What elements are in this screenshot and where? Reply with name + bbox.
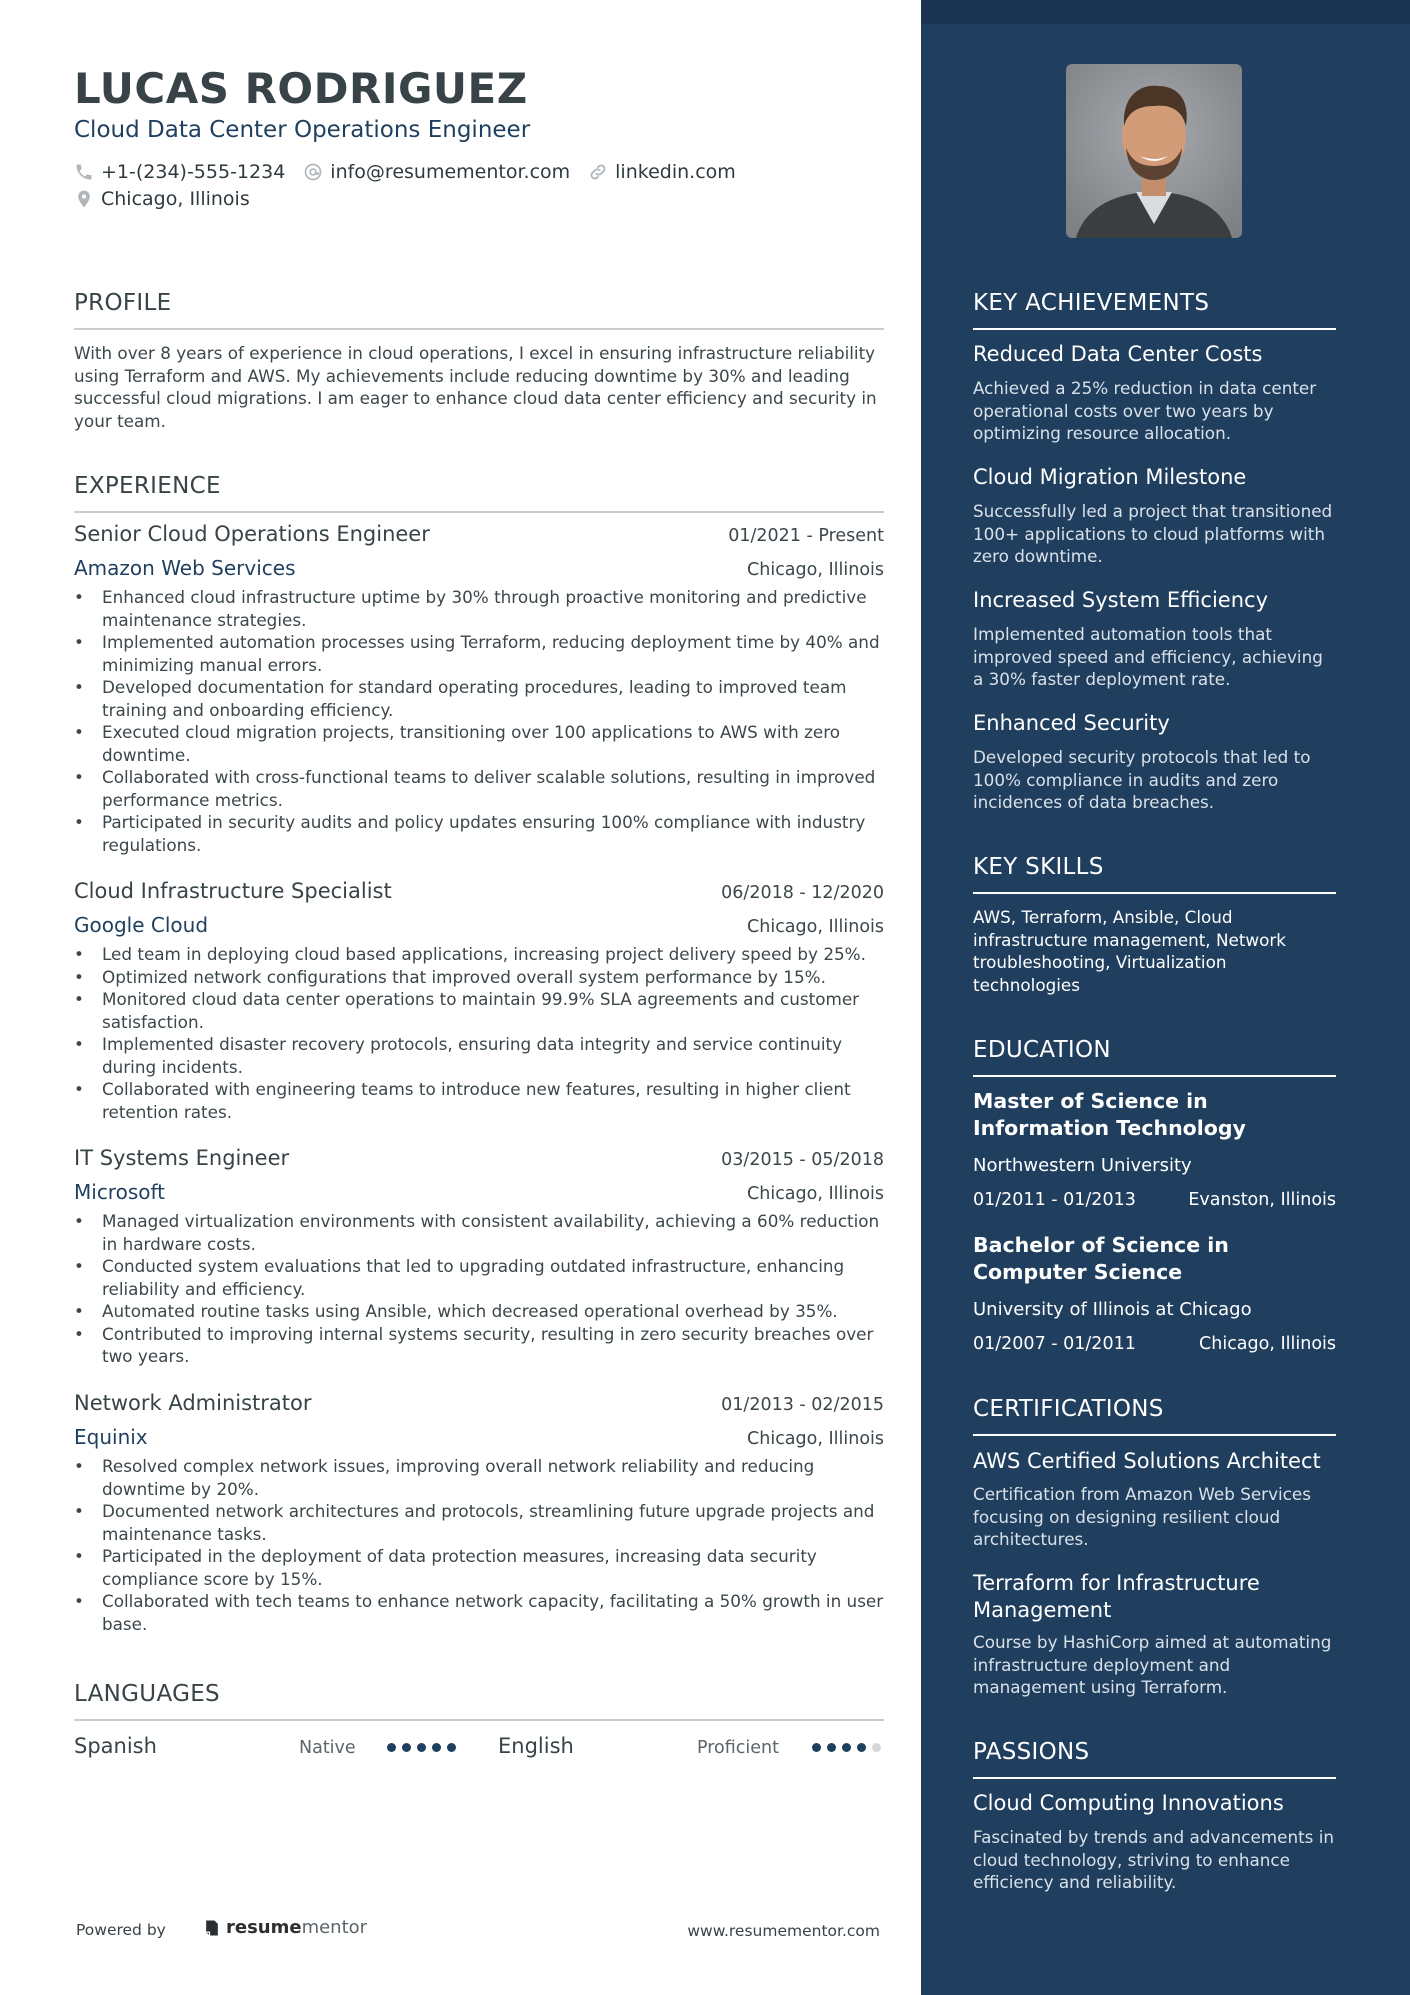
education-date-line [973, 1190, 1336, 1210]
rating-dot [842, 1743, 851, 1752]
link-icon [588, 162, 608, 182]
rating-dot [387, 1743, 396, 1752]
achievement-text: Implemented automation tools that improved speed and efficiency, achieving a 30% faster deployment rate. [973, 624, 1323, 689]
passion-title: Cloud Computing Innovations [973, 1791, 1284, 1815]
job-bullet: • Led team in deploying cloud based applications, increasing project delivery speed by 25%. [74, 943, 884, 966]
job-bullet: • Collaborated with engineering teams to introduce new features, resulting in higher client retention rates. [74, 1078, 884, 1123]
job-role: Cloud Data Center Operations Engineer [74, 117, 531, 143]
experience-heading: EXPERIENCE [74, 473, 884, 513]
job-bullet: • Enhanced cloud infrastructure uptime by 30% through proactive monitoring and predictive maintenance strategies. [74, 586, 884, 631]
job-location: Chicago, Illinois [747, 1184, 884, 1204]
education-school: University of Illinois at Chicago [973, 1299, 1252, 1320]
education-school-line [973, 1155, 1336, 1176]
job-bullet: • Implemented automation processes using Terraform, reducing deployment time by 40% and minimizing manual errors. [74, 631, 884, 676]
sidebar-top-bar [921, 0, 1410, 24]
rating-dot [872, 1743, 881, 1752]
certifications-heading: CERTIFICATIONS [973, 1396, 1336, 1436]
language-rating [387, 1743, 462, 1752]
education-school-line [973, 1299, 1336, 1320]
certification-title: Terraform for Infrastructure Management [973, 1571, 1260, 1622]
job-company: Microsoft [74, 1180, 166, 1204]
job-bullet: • Optimized network configurations that improved overall system performance by 15%. [74, 966, 884, 989]
education-heading: EDUCATION [973, 1037, 1336, 1077]
passions-heading: PASSIONS [973, 1739, 1336, 1779]
job-bullet: • Executed cloud migration projects, transitioning over 100 applications to AWS with zero downtime. [74, 721, 884, 766]
website-link[interactable]: www.resumementor.com [687, 1922, 880, 1940]
job-title: Cloud Infrastructure Specialist [74, 879, 392, 903]
language-rating [812, 1743, 887, 1752]
job-date: 01/2013 - 02/2015 [721, 1395, 884, 1415]
job-title: Network Administrator [74, 1391, 312, 1415]
language-level: Native [299, 1738, 356, 1758]
skills-text: AWS, Terraform, Ansible, Cloud infrastructure management, Network troubleshooting, Virtualization technologies [973, 907, 1287, 995]
education-location: Evanston, Illinois [1188, 1190, 1336, 1210]
job-bullet: • Resolved complex network issues, improving overall network reliability and reducing downtime by 20%. [74, 1455, 884, 1500]
job-bullet: • Monitored cloud data center operations to maintain 99.9% SLA agreements and customer satisfaction. [74, 988, 884, 1033]
language-name: Spanish [74, 1734, 157, 1758]
achievement-title: Reduced Data Center Costs [973, 342, 1263, 366]
job-location: Chicago, Illinois [747, 1429, 884, 1449]
languages-row [74, 1730, 884, 1764]
achievement-title: Enhanced Security [973, 711, 1170, 735]
job-title: IT Systems Engineer [74, 1146, 290, 1170]
job-bullets [74, 1210, 884, 1368]
languages-heading: LANGUAGES [74, 1681, 884, 1721]
phone-icon [74, 162, 94, 182]
achievement-title: Cloud Migration Milestone [973, 465, 1247, 489]
achievement-text: Successfully led a project that transitioned 100+ applications to cloud platforms with zero downtime. [973, 501, 1333, 566]
passion-text: Fascinated by trends and advancements in cloud technology, striving to enhance efficiency and reliability. [973, 1827, 1335, 1892]
email-text: info@resumementor.com [330, 161, 571, 183]
job-bullets [74, 1455, 884, 1635]
job-bullet: • Participated in security audits and policy updates ensuring 100% compliance with industry regulations. [74, 811, 884, 856]
job-title: Senior Cloud Operations Engineer [74, 522, 430, 546]
certification-text: Certification from Amazon Web Services focusing on designing resilient cloud architectures. [973, 1484, 1311, 1549]
job-bullet: • Documented network architectures and protocols, streamlining future upgrade projects and maintenance tasks. [74, 1500, 884, 1545]
job-date: 03/2015 - 05/2018 [721, 1150, 884, 1170]
resumementor-logo-icon [202, 1918, 222, 1938]
rating-dot [857, 1743, 866, 1752]
job-entry [74, 1391, 884, 1635]
brand-rest: mentor [301, 1917, 368, 1938]
certification-text: Course by HashiCorp aimed at automating infrastructure deployment and management using Terraform. [973, 1632, 1332, 1697]
job-bullet: • Collaborated with cross-functional teams to deliver scalable solutions, resulting in improved performance metrics. [74, 766, 884, 811]
footer [76, 1917, 880, 1947]
certification-title: AWS Certified Solutions Architect [973, 1449, 1321, 1473]
achievement-title: Increased System Efficiency [973, 588, 1269, 612]
achievements-heading: KEY ACHIEVEMENTS [973, 290, 1336, 330]
education-degree: Master of Science in Information Technology [973, 1089, 1246, 1140]
location-text: Chicago, Illinois [101, 188, 250, 210]
education-date-line [973, 1334, 1336, 1354]
job-bullet: • Managed virtualization environments with consistent availability, achieving a 60% reduction in hardware costs. [74, 1210, 884, 1255]
achievement-text: Developed security protocols that led to 100% compliance in audits and zero incidences of data breaches. [973, 747, 1311, 812]
phone-text: +1-(234)-555-1234 [101, 161, 286, 183]
job-entry [74, 879, 884, 1123]
job-bullet: • Contributed to improving internal systems security, resulting in zero security breaches over two years. [74, 1323, 884, 1368]
job-location: Chicago, Illinois [747, 917, 884, 937]
location-row [74, 188, 268, 210]
job-location: Chicago, Illinois [747, 560, 884, 580]
job-company: Google Cloud [74, 913, 209, 937]
rating-dot [447, 1743, 456, 1752]
job-company: Amazon Web Services [74, 556, 296, 580]
language-name: English [498, 1734, 574, 1758]
education-degree: Bachelor of Science in Computer Science [973, 1233, 1229, 1284]
job-entry [74, 522, 884, 856]
job-bullet: • Participated in the deployment of data protection measures, increasing data security compliance score by 15%. [74, 1545, 884, 1590]
linkedin-contact[interactable] [588, 161, 736, 183]
profile-heading: PROFILE [74, 290, 884, 330]
job-date: 06/2018 - 12/2020 [721, 883, 884, 903]
phone-contact[interactable] [74, 161, 285, 183]
education-location: Chicago, Illinois [1199, 1334, 1336, 1354]
location-contact [74, 188, 250, 210]
job-bullet: • Implemented disaster recovery protocols, ensuring data integrity and service continuity during incidents. [74, 1033, 884, 1078]
brand-logo[interactable] [202, 1917, 367, 1938]
rating-dot [417, 1743, 426, 1752]
rating-dot [432, 1743, 441, 1752]
job-bullet: • Developed documentation for standard operating procedures, leading to improved team training and onboarding efficiency. [74, 676, 884, 721]
job-bullets [74, 586, 884, 856]
rating-dot [827, 1743, 836, 1752]
job-bullet: • Conducted system evaluations that led to upgrading outdated infrastructure, enhancing reliability and efficiency. [74, 1255, 884, 1300]
profile-photo [1066, 64, 1242, 238]
rating-dot [402, 1743, 411, 1752]
profile-summary: With over 8 years of experience in cloud operations, I excel in ensuring infrastructure reliability using Terraform and AWS. My achievements include reducing downtime by 30% and leading successful cloud migrations. I am eager to enhance cloud data center efficiency and security in your team. [74, 343, 877, 431]
email-contact[interactable] [303, 161, 570, 183]
at-icon [303, 162, 323, 182]
portrait-image [1066, 64, 1242, 238]
language-level: Proficient [697, 1738, 779, 1758]
candidate-name: LUCAS RODRIGUEZ [74, 64, 528, 113]
linkedin-text: linkedin.com [615, 161, 736, 183]
rating-dot [812, 1743, 821, 1752]
job-bullet: • Collaborated with tech teams to enhance network capacity, facilitating a 50% growth in user base. [74, 1590, 884, 1635]
brand-bold: resume [226, 1917, 302, 1938]
skills-heading: KEY SKILLS [973, 854, 1336, 894]
map-pin-icon [74, 189, 94, 209]
education-date: 01/2011 - 01/2013 [973, 1190, 1136, 1210]
powered-by-text: Powered by [76, 1921, 166, 1939]
contact-row [74, 161, 754, 183]
job-bullets [74, 943, 884, 1123]
education-school: Northwestern University [973, 1155, 1192, 1176]
job-date: 01/2021 - Present [728, 526, 884, 546]
job-company: Equinix [74, 1425, 148, 1449]
job-bullet: • Automated routine tasks using Ansible, which decreased operational overhead by 35%. [74, 1300, 884, 1323]
sidebar [921, 0, 1410, 1995]
education-date: 01/2007 - 01/2011 [973, 1334, 1136, 1354]
achievement-text: Achieved a 25% reduction in data center operational costs over two years by optimizing resource allocation. [973, 378, 1317, 443]
job-entry [74, 1146, 884, 1368]
